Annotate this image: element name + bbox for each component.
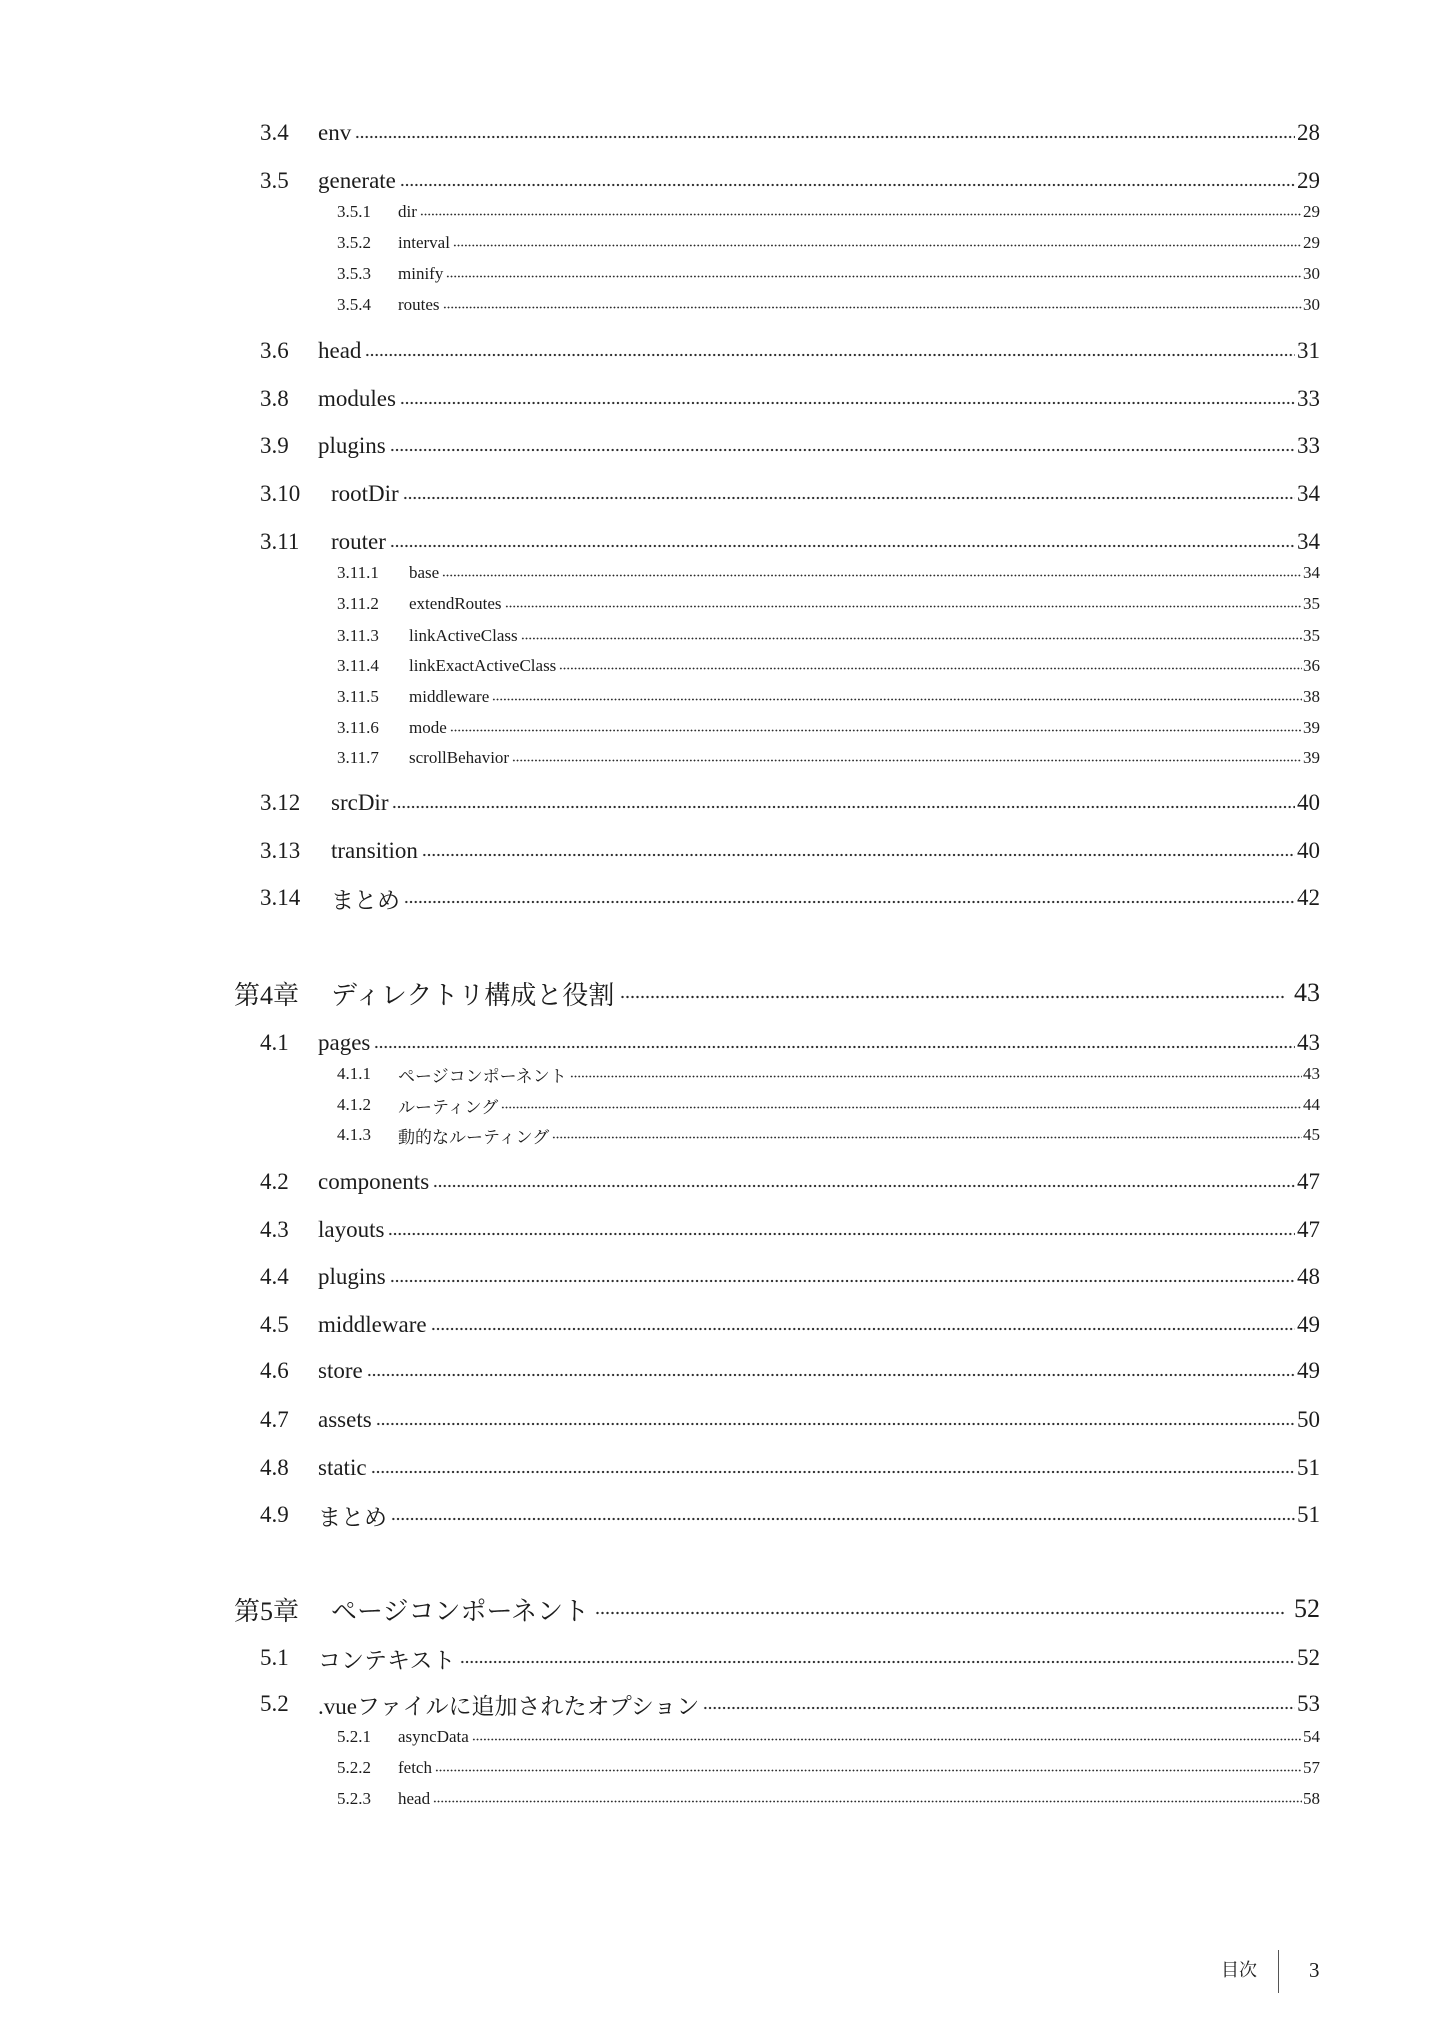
section-number: 4.3 [260,1217,289,1242]
section-title: layouts [318,1217,385,1242]
chapter-number: 第4章 [234,980,300,1010]
subsection-number: 3.5.3 [337,264,371,283]
dot-leader [559,655,1302,677]
dot-leader [431,1310,1295,1340]
subsection-title: ルーティング [398,1097,499,1117]
toc-subsection-3-11-1[interactable] [337,562,1320,584]
dot-leader [453,232,1302,254]
page-number: 40 [1297,838,1320,863]
section-title: env [318,120,352,145]
page-number: 39 [1303,718,1320,737]
toc-section-4-1[interactable] [260,1028,1320,1058]
subsection-number: 3.5.4 [337,295,371,314]
dot-leader [355,118,1295,148]
section-title: assets [318,1407,372,1432]
subsection-number: 3.11.5 [337,687,379,706]
dot-leader [442,562,1302,584]
section-number: 5.2 [260,1691,289,1716]
page-number: 35 [1303,626,1320,645]
toc-section-4-8[interactable] [260,1453,1320,1483]
subsection-number: 5.2.3 [337,1789,371,1808]
section-number: 3.9 [260,433,289,458]
subsection-title: interval [398,233,450,252]
section-title: pages [318,1030,371,1055]
page-number: 52 [1297,1645,1320,1670]
subsection-title: scrollBehavior [409,748,510,767]
page-number: 57 [1303,1758,1320,1777]
section-number: 4.9 [260,1502,289,1527]
section-number: 3.12 [260,790,301,815]
toc-section-3-13[interactable] [260,836,1320,866]
toc-subsection-3-11-6[interactable] [337,717,1320,739]
dot-leader [512,747,1302,769]
subsection-title: routes [398,295,440,314]
toc-section-3-14[interactable] [260,883,1320,913]
page-number: 44 [1303,1095,1320,1114]
toc-chapter-5[interactable] [234,1592,1320,1626]
section-number: 4.4 [260,1264,289,1289]
page-number: 45 [1303,1125,1320,1144]
subsection-number: 3.11.6 [337,718,379,737]
toc-subsection-5-2-1[interactable] [337,1726,1320,1748]
toc-subsection-3-5-1[interactable] [337,201,1320,223]
dot-leader [391,1500,1295,1530]
page-number: 43 [1297,1030,1320,1055]
page-number: 50 [1297,1407,1320,1432]
toc-subsection-3-11-4[interactable] [337,655,1320,677]
dot-leader [390,431,1295,461]
toc-section-4-4[interactable] [260,1262,1320,1292]
page-number: 39 [1303,748,1320,767]
dot-leader [505,593,1302,615]
toc-subsection-4-1-2[interactable] [337,1094,1320,1116]
dot-leader [390,1262,1295,1292]
dot-leader [433,1167,1295,1197]
page-number: 35 [1303,594,1320,613]
toc-section-4-6[interactable] [260,1356,1320,1386]
dot-leader [492,686,1302,708]
subsection-title: fetch [398,1758,432,1777]
dot-leader [443,294,1302,316]
section-title: store [318,1358,363,1383]
toc-section-3-5[interactable] [260,166,1320,196]
section-title: rootDir [331,481,399,506]
dot-leader [620,976,1286,1010]
dot-leader [472,1726,1302,1748]
toc-section-3-4[interactable] [260,118,1320,148]
page-number: 40 [1297,790,1320,815]
toc-subsection-4-1-3[interactable] [337,1124,1320,1146]
section-number: 4.7 [260,1407,289,1432]
toc-subsection-4-1-1[interactable] [337,1063,1320,1085]
subsection-title: minify [398,264,444,283]
subsection-number: 3.11.3 [337,626,379,645]
subsection-title: base [409,563,440,582]
page-number: 42 [1297,885,1320,910]
page-number: 58 [1303,1789,1320,1808]
page-number: 29 [1297,168,1320,193]
section-number: 3.6 [260,338,289,363]
toc-subsection-3-11-2[interactable] [337,593,1320,615]
toc-subsection-5-2-3[interactable] [337,1788,1320,1810]
toc-section-3-9[interactable] [260,431,1320,461]
toc-section-4-2[interactable] [260,1167,1320,1197]
page-number: 33 [1297,386,1320,411]
dot-leader [403,479,1295,509]
page-number: 38 [1303,687,1320,706]
section-title: .vueファイルに追加されたオプション [318,1693,700,1719]
subsection-number: 3.5.1 [337,202,371,221]
section-number: 3.10 [260,481,301,506]
section-number: 5.1 [260,1645,289,1670]
dot-leader [376,1405,1295,1435]
section-title: middleware [318,1312,427,1337]
dot-leader [404,883,1295,913]
subsection-number: 3.5.2 [337,233,371,252]
page-number: 47 [1297,1169,1320,1194]
page-number: 51 [1297,1502,1320,1527]
subsection-number: 4.1.3 [337,1125,371,1144]
toc-section-4-3[interactable] [260,1215,1320,1245]
page-number: 47 [1297,1217,1320,1242]
toc-subsection-5-2-2[interactable] [337,1757,1320,1779]
dot-leader [446,263,1302,285]
section-title: plugins [318,1264,386,1289]
page-number: 34 [1303,563,1320,582]
section-number: 4.2 [260,1169,289,1194]
page-number: 53 [1297,1691,1320,1716]
subsection-number: 3.11.2 [337,594,379,613]
dot-leader [371,1453,1295,1483]
toc-subsection-3-11-5[interactable] [337,686,1320,708]
dot-leader [367,1356,1295,1386]
chapter-number: 第5章 [234,1596,300,1626]
toc-section-3-6[interactable] [260,336,1320,366]
section-number: 3.5 [260,168,289,193]
page-number: 36 [1303,656,1320,675]
page-number: 51 [1297,1455,1320,1480]
dot-leader [392,788,1295,818]
subsection-title: ページコンポーネント [398,1066,567,1086]
toc-section-3-10[interactable] [260,479,1320,509]
section-number: 3.14 [260,885,301,910]
section-title: まとめ [318,1504,387,1530]
section-title: まとめ [331,887,400,913]
page-number: 34 [1297,481,1320,506]
dot-leader [400,166,1295,196]
subsection-number: 4.1.1 [337,1064,371,1083]
toc-subsection-3-5-2[interactable] [337,232,1320,254]
toc-section-3-11[interactable] [260,527,1320,557]
section-title: generate [318,168,396,193]
section-title: コンテキスト [318,1647,456,1673]
section-title: srcDir [331,790,389,815]
dot-leader [552,1124,1302,1146]
toc-section-4-5[interactable] [260,1310,1320,1340]
subsection-title: middleware [409,687,490,706]
subsection-title: 動的なルーティング [398,1127,550,1147]
toc-section-5-1[interactable] [260,1643,1320,1673]
page-number: 43 [1294,978,1320,1007]
page-number: 29 [1303,233,1320,252]
section-number: 4.5 [260,1312,289,1337]
dot-leader [420,201,1302,223]
toc-subsection-3-11-7[interactable] [337,747,1320,769]
section-number: 3.4 [260,120,289,145]
subsection-number: 5.2.1 [337,1727,371,1746]
chapter-title: ページコンポーネント [331,1596,590,1626]
toc-section-5-2[interactable] [260,1689,1320,1719]
subsection-title: mode [409,718,447,737]
toc-subsection-3-5-3[interactable] [337,263,1320,285]
toc-section-4-7[interactable] [260,1405,1320,1435]
toc-chapter-4[interactable] [234,976,1320,1010]
toc-subsection-3-11-3[interactable] [337,625,1320,647]
section-number: 3.11 [260,529,300,554]
page-number: 49 [1297,1358,1320,1383]
toc-section-3-12[interactable] [260,788,1320,818]
subsection-number: 3.11.7 [337,748,379,767]
toc-section-3-8[interactable] [260,384,1320,414]
page-number: 34 [1297,529,1320,554]
section-title: head [318,338,362,363]
dot-leader [703,1689,1295,1719]
dot-leader [570,1063,1302,1085]
section-title: transition [331,838,418,863]
section-title: plugins [318,433,386,458]
page-number: 48 [1297,1264,1320,1289]
page-number: 29 [1303,202,1320,221]
dot-leader [501,1094,1302,1116]
section-title: static [318,1455,367,1480]
page-number: 43 [1303,1064,1320,1083]
subsection-title: linkExactActiveClass [409,656,557,675]
page-number: 30 [1303,295,1320,314]
subsection-title: head [398,1789,431,1808]
section-title: modules [318,386,396,411]
page-number: 33 [1297,433,1320,458]
subsection-title: dir [398,202,417,221]
dot-leader [374,1028,1295,1058]
page-number: 28 [1297,120,1320,145]
subsection-number: 3.11.1 [337,563,379,582]
toc-section-4-9[interactable] [260,1500,1320,1530]
dot-leader [595,1592,1286,1626]
toc-subsection-3-5-4[interactable] [337,294,1320,316]
dot-leader [435,1757,1302,1779]
dot-leader [365,336,1295,366]
dot-leader [460,1643,1295,1673]
dot-leader [390,527,1295,557]
section-number: 4.6 [260,1358,289,1383]
footer-page-number: 3 [1309,1958,1320,1982]
subsection-title: linkActiveClass [409,626,518,645]
page-number: 54 [1303,1727,1320,1746]
dot-leader [521,625,1302,647]
page-number: 31 [1297,338,1320,363]
chapter-title: ディレクトリ構成と役割 [331,980,615,1010]
section-title: components [318,1169,430,1194]
page-number: 30 [1303,264,1320,283]
section-number: 4.8 [260,1455,289,1480]
section-number: 3.13 [260,838,301,863]
section-title: router [331,529,386,554]
footer-divider [1278,1950,1279,1993]
page-number: 52 [1294,1594,1320,1623]
section-number: 4.1 [260,1030,289,1055]
dot-leader [422,836,1295,866]
dot-leader [450,717,1302,739]
subsection-title: extendRoutes [409,594,502,613]
subsection-number: 3.11.4 [337,656,379,675]
dot-leader [400,384,1295,414]
page-number: 49 [1297,1312,1320,1337]
footer-section-label: 目次 [1221,1960,1257,1980]
subsection-number: 5.2.2 [337,1758,371,1777]
dot-leader [433,1788,1302,1810]
section-number: 3.8 [260,386,289,411]
dot-leader [388,1215,1295,1245]
subsection-title: asyncData [398,1727,469,1746]
subsection-number: 4.1.2 [337,1095,371,1114]
